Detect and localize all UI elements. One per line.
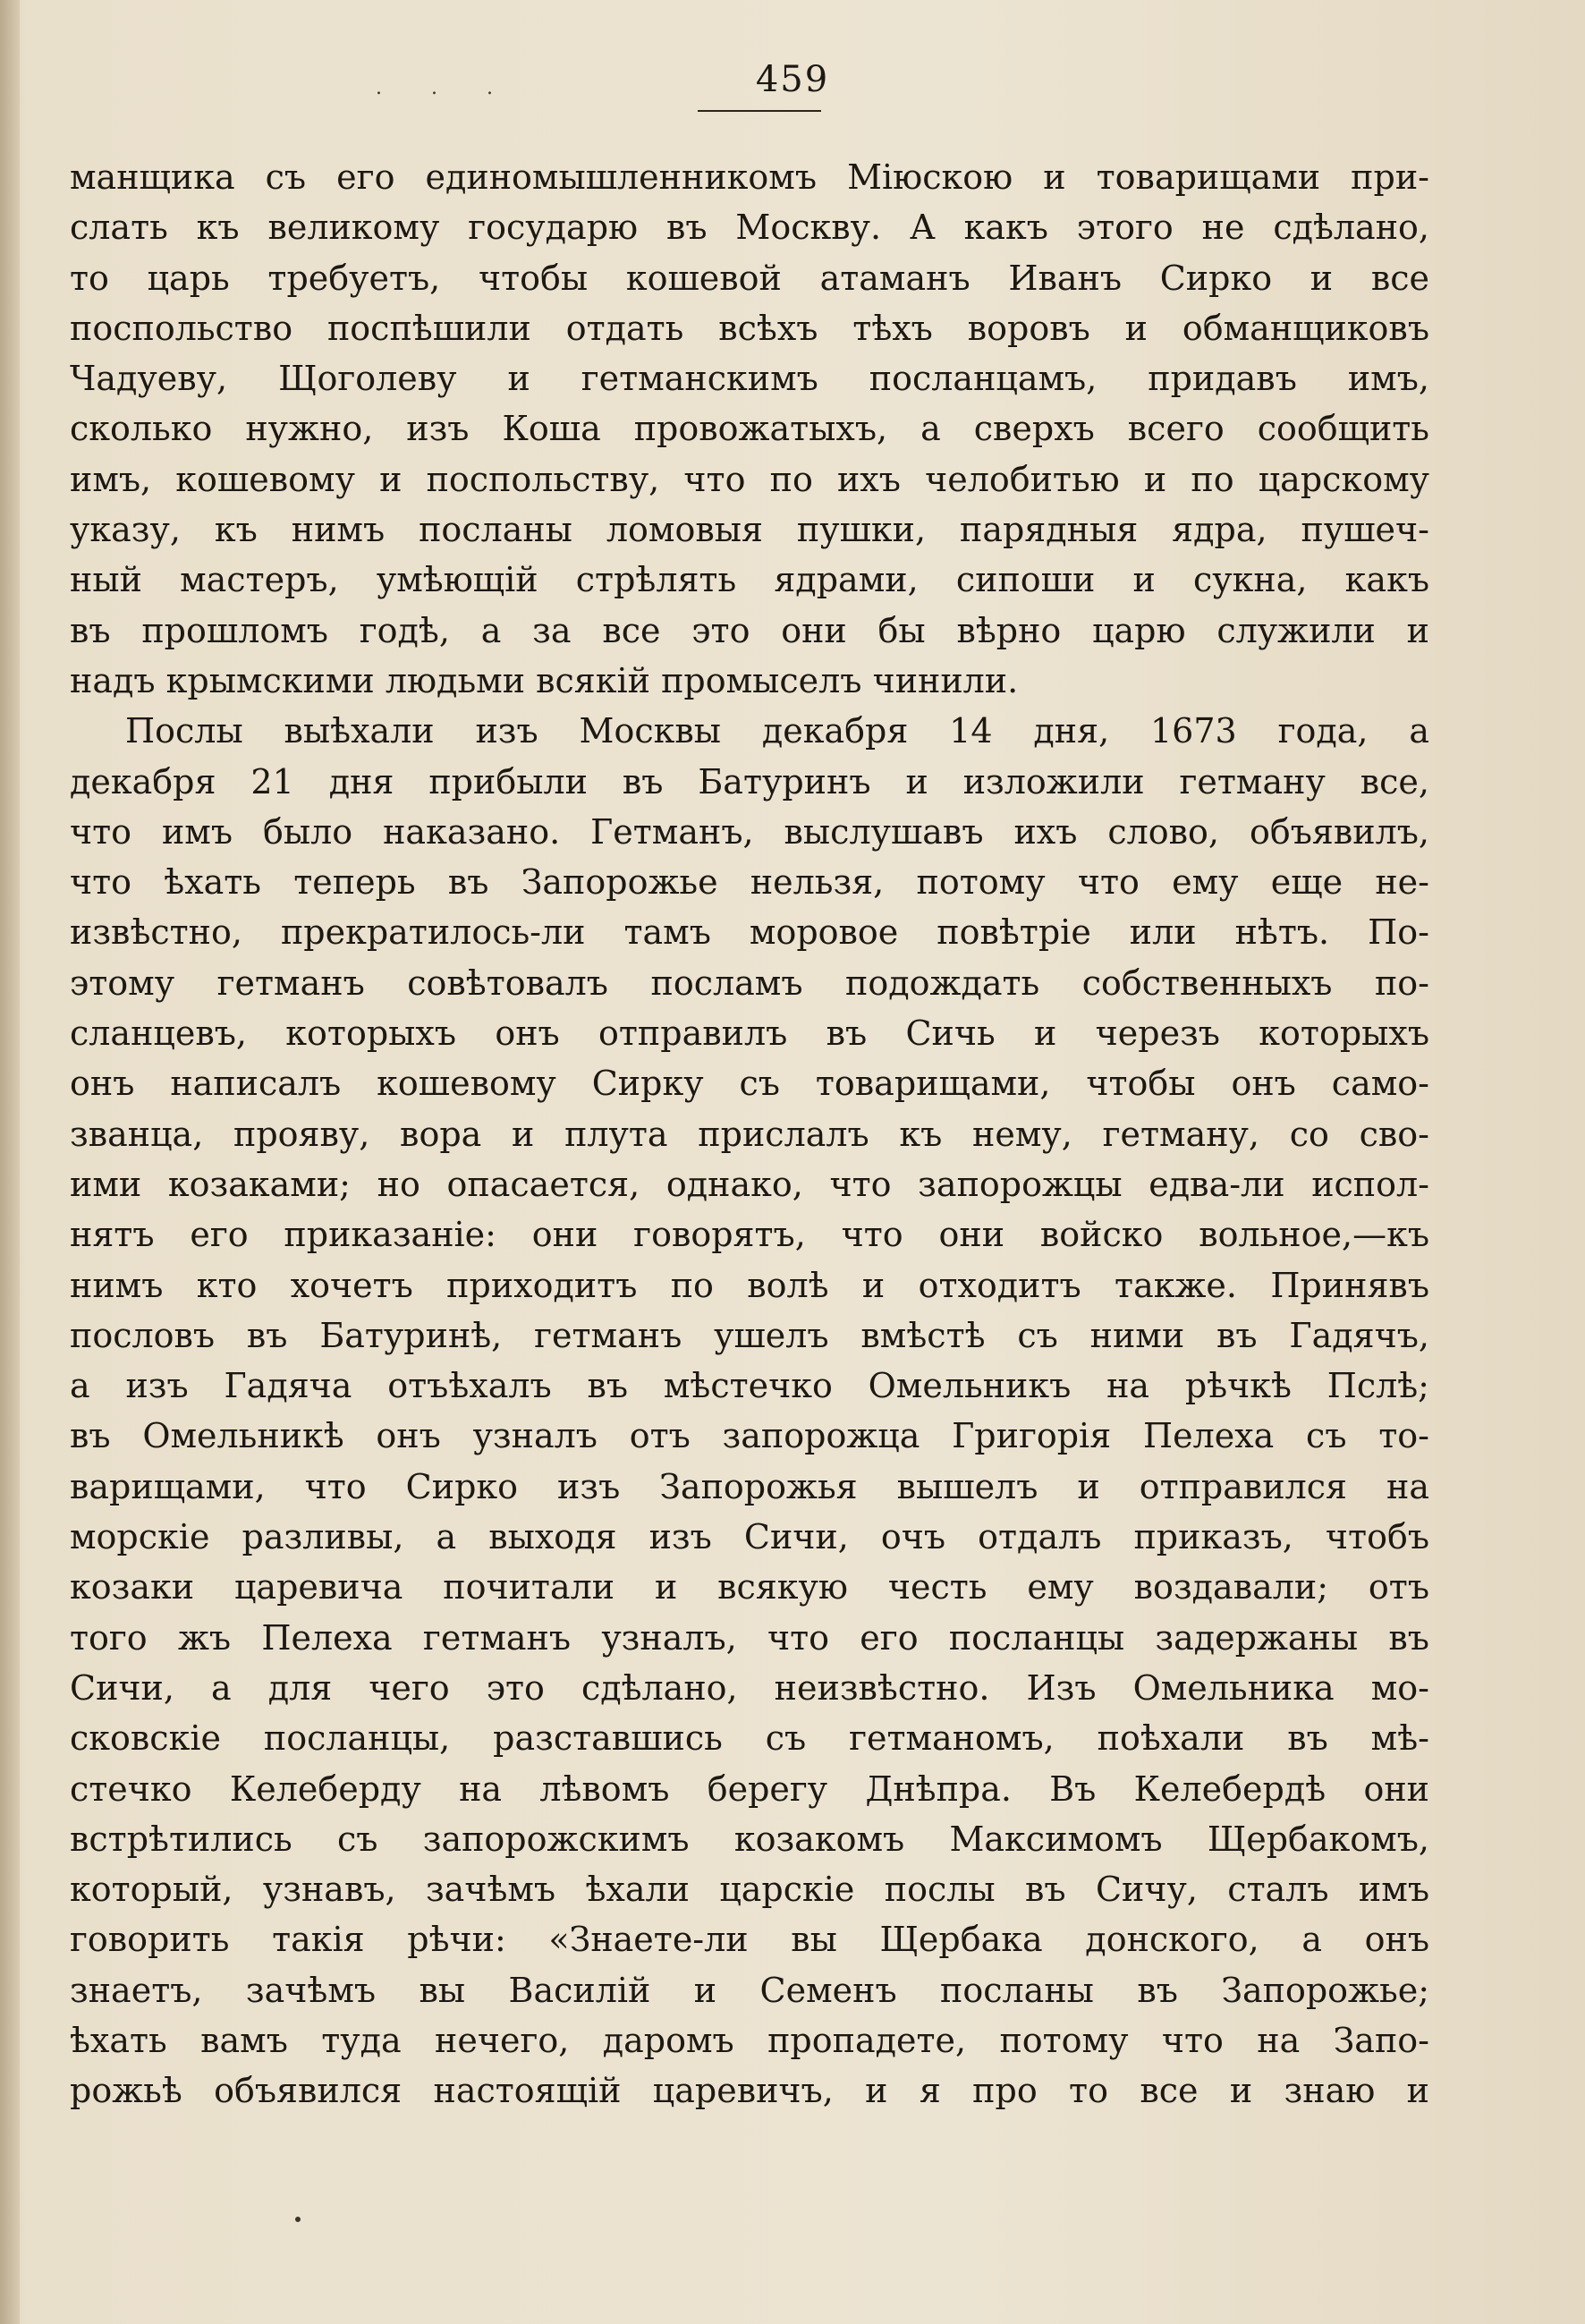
text-line: этому гетманъ совѣтовалъ посламъ подождать собственныхъ по-	[70, 963, 1429, 1003]
text-line: слать къ великому государю въ Москву. А какъ этого не сдѣлано,	[70, 208, 1429, 248]
text-line: знаетъ, зачѣмъ вы Василій и Семенъ посланы въ Запорожье;	[70, 1970, 1429, 2010]
text-line: званца, прояву, вора и плута прислалъ къ нему, гетману, со сво-	[70, 1114, 1429, 1154]
text-line: что ѣхать теперь въ Запорожье нельзя, потому что ему еще не-	[70, 862, 1429, 903]
text-line: козаки царевича почитали и всякую честь ему воздавали; отъ	[70, 1567, 1429, 1607]
text-line: извѣстно, прекратилось-ли тамъ моровое повѣтріе или нѣтъ. По-	[70, 912, 1429, 953]
text-line: морскіе разливы, а выходя изъ Сичи, очъ отдалъ приказъ, чтобъ	[70, 1517, 1429, 1557]
text-line: Чадуеву, Щоголеву и гетманскимъ посланцамъ, придавъ имъ,	[70, 359, 1429, 399]
text-line: декабря 21 дня прибыли въ Батуринъ и изложили гетману все,	[70, 761, 1429, 802]
text-line: варищами, что Сирко изъ Запорожья вышелъ и отправился на	[70, 1466, 1429, 1506]
body-text	[70, 152, 1429, 2116]
text-line: того жъ Пелеха гетманъ узналъ, что его посланцы задержаны въ	[70, 1617, 1429, 1658]
text-line: надъ крымскими людьми всякій промыселъ чинили.	[70, 660, 1019, 700]
page-number-underline	[698, 110, 821, 112]
text-line: поспольство поспѣшили отдать всѣхъ тѣхъ воровъ и обманщиковъ	[70, 308, 1429, 348]
text-line: нимъ кто хочетъ приходитъ по волѣ и отходитъ также. Принявъ	[70, 1265, 1429, 1305]
text-line: сланцевъ, которыхъ онъ отправилъ въ Сичь и черезъ которыхъ	[70, 1014, 1429, 1054]
text-line: въ прошломъ годѣ, а за все это они бы вѣрно царю служили и	[70, 610, 1429, 650]
page-number: 459	[755, 59, 830, 100]
text-line: то царь требуетъ, чтобы кошевой атаманъ Иванъ Сирко и все	[70, 258, 1429, 298]
text-line: что имъ было наказано. Гетманъ, выслушавъ ихъ слово, объявилъ,	[70, 811, 1429, 852]
text-line: Послы выѣхали изъ Москвы декабря 14 дня, 1673 года, а	[125, 711, 1429, 751]
text-line: говорить такія рѣчи: «Знаете-ли вы Щербака донского, а онъ	[70, 1920, 1429, 1960]
text-line: имъ, кошевому и поспольству, что по ихъ челобитью и по царскому	[70, 459, 1429, 499]
text-line: который, узнавъ, зачѣмъ ѣхали царскіе послы въ Сичу, сталъ имъ	[70, 1870, 1429, 1910]
text-line: а изъ Гадяча отъѣхалъ въ мѣстечко Омельникъ на рѣчкѣ Пслѣ;	[70, 1366, 1429, 1406]
text-line: сковскіе посланцы, разставшись съ гетманомъ, поѣхали въ мѣ-	[70, 1718, 1429, 1759]
text-line: Сичи, а для чего это сдѣлано, неизвѣстно. Изъ Омельника мо-	[70, 1667, 1429, 1708]
text-line: ѣхать вамъ туда нечего, даромъ пропадете, потому что на Запо-	[70, 2020, 1429, 2060]
text-line: стечко Келеберду на лѣвомъ берегу Днѣпра. Въ Келебердѣ они	[70, 1768, 1429, 1809]
text-line: встрѣтились съ запорожскимъ козакомъ Максимомъ Щербакомъ,	[70, 1819, 1429, 1859]
text-line: рожьѣ объявился настоящій царевичъ, и я про то все и знаю и	[70, 2071, 1429, 2111]
text-line: ный мастеръ, умѣющій стрѣлять ядрами, сипоши и сукна, какъ	[70, 560, 1429, 600]
text-line: ими козаками; но опасается, однако, что запорожцы едва-ли испол-	[70, 1164, 1429, 1204]
text-line: указу, къ нимъ посланы ломовыя пушки, парядныя ядра, пушеч-	[70, 510, 1429, 550]
text-line: нятъ его приказаніе: они говорятъ, что они войско вольное,—къ	[70, 1215, 1429, 1255]
text-line: онъ написалъ кошевому Сирку съ товарищами, чтобы онъ само-	[70, 1064, 1429, 1104]
page-gutter	[0, 0, 20, 2324]
text-line: сколько нужно, изъ Коша провожатыхъ, а сверхъ всего сообщить	[70, 409, 1429, 449]
text-line: въ Омельникѣ онъ узналъ отъ запорожца Григорія Пелеха съ то-	[70, 1416, 1429, 1456]
text-line: манщика съ его единомышленникомъ Міюскою и товарищами при-	[70, 157, 1429, 197]
header-dots: . . .	[376, 77, 514, 99]
text-line: пословъ въ Батуринѣ, гетманъ ушелъ вмѣстѣ съ ними въ Гадячъ,	[70, 1315, 1429, 1355]
page-speck	[295, 2217, 301, 2222]
